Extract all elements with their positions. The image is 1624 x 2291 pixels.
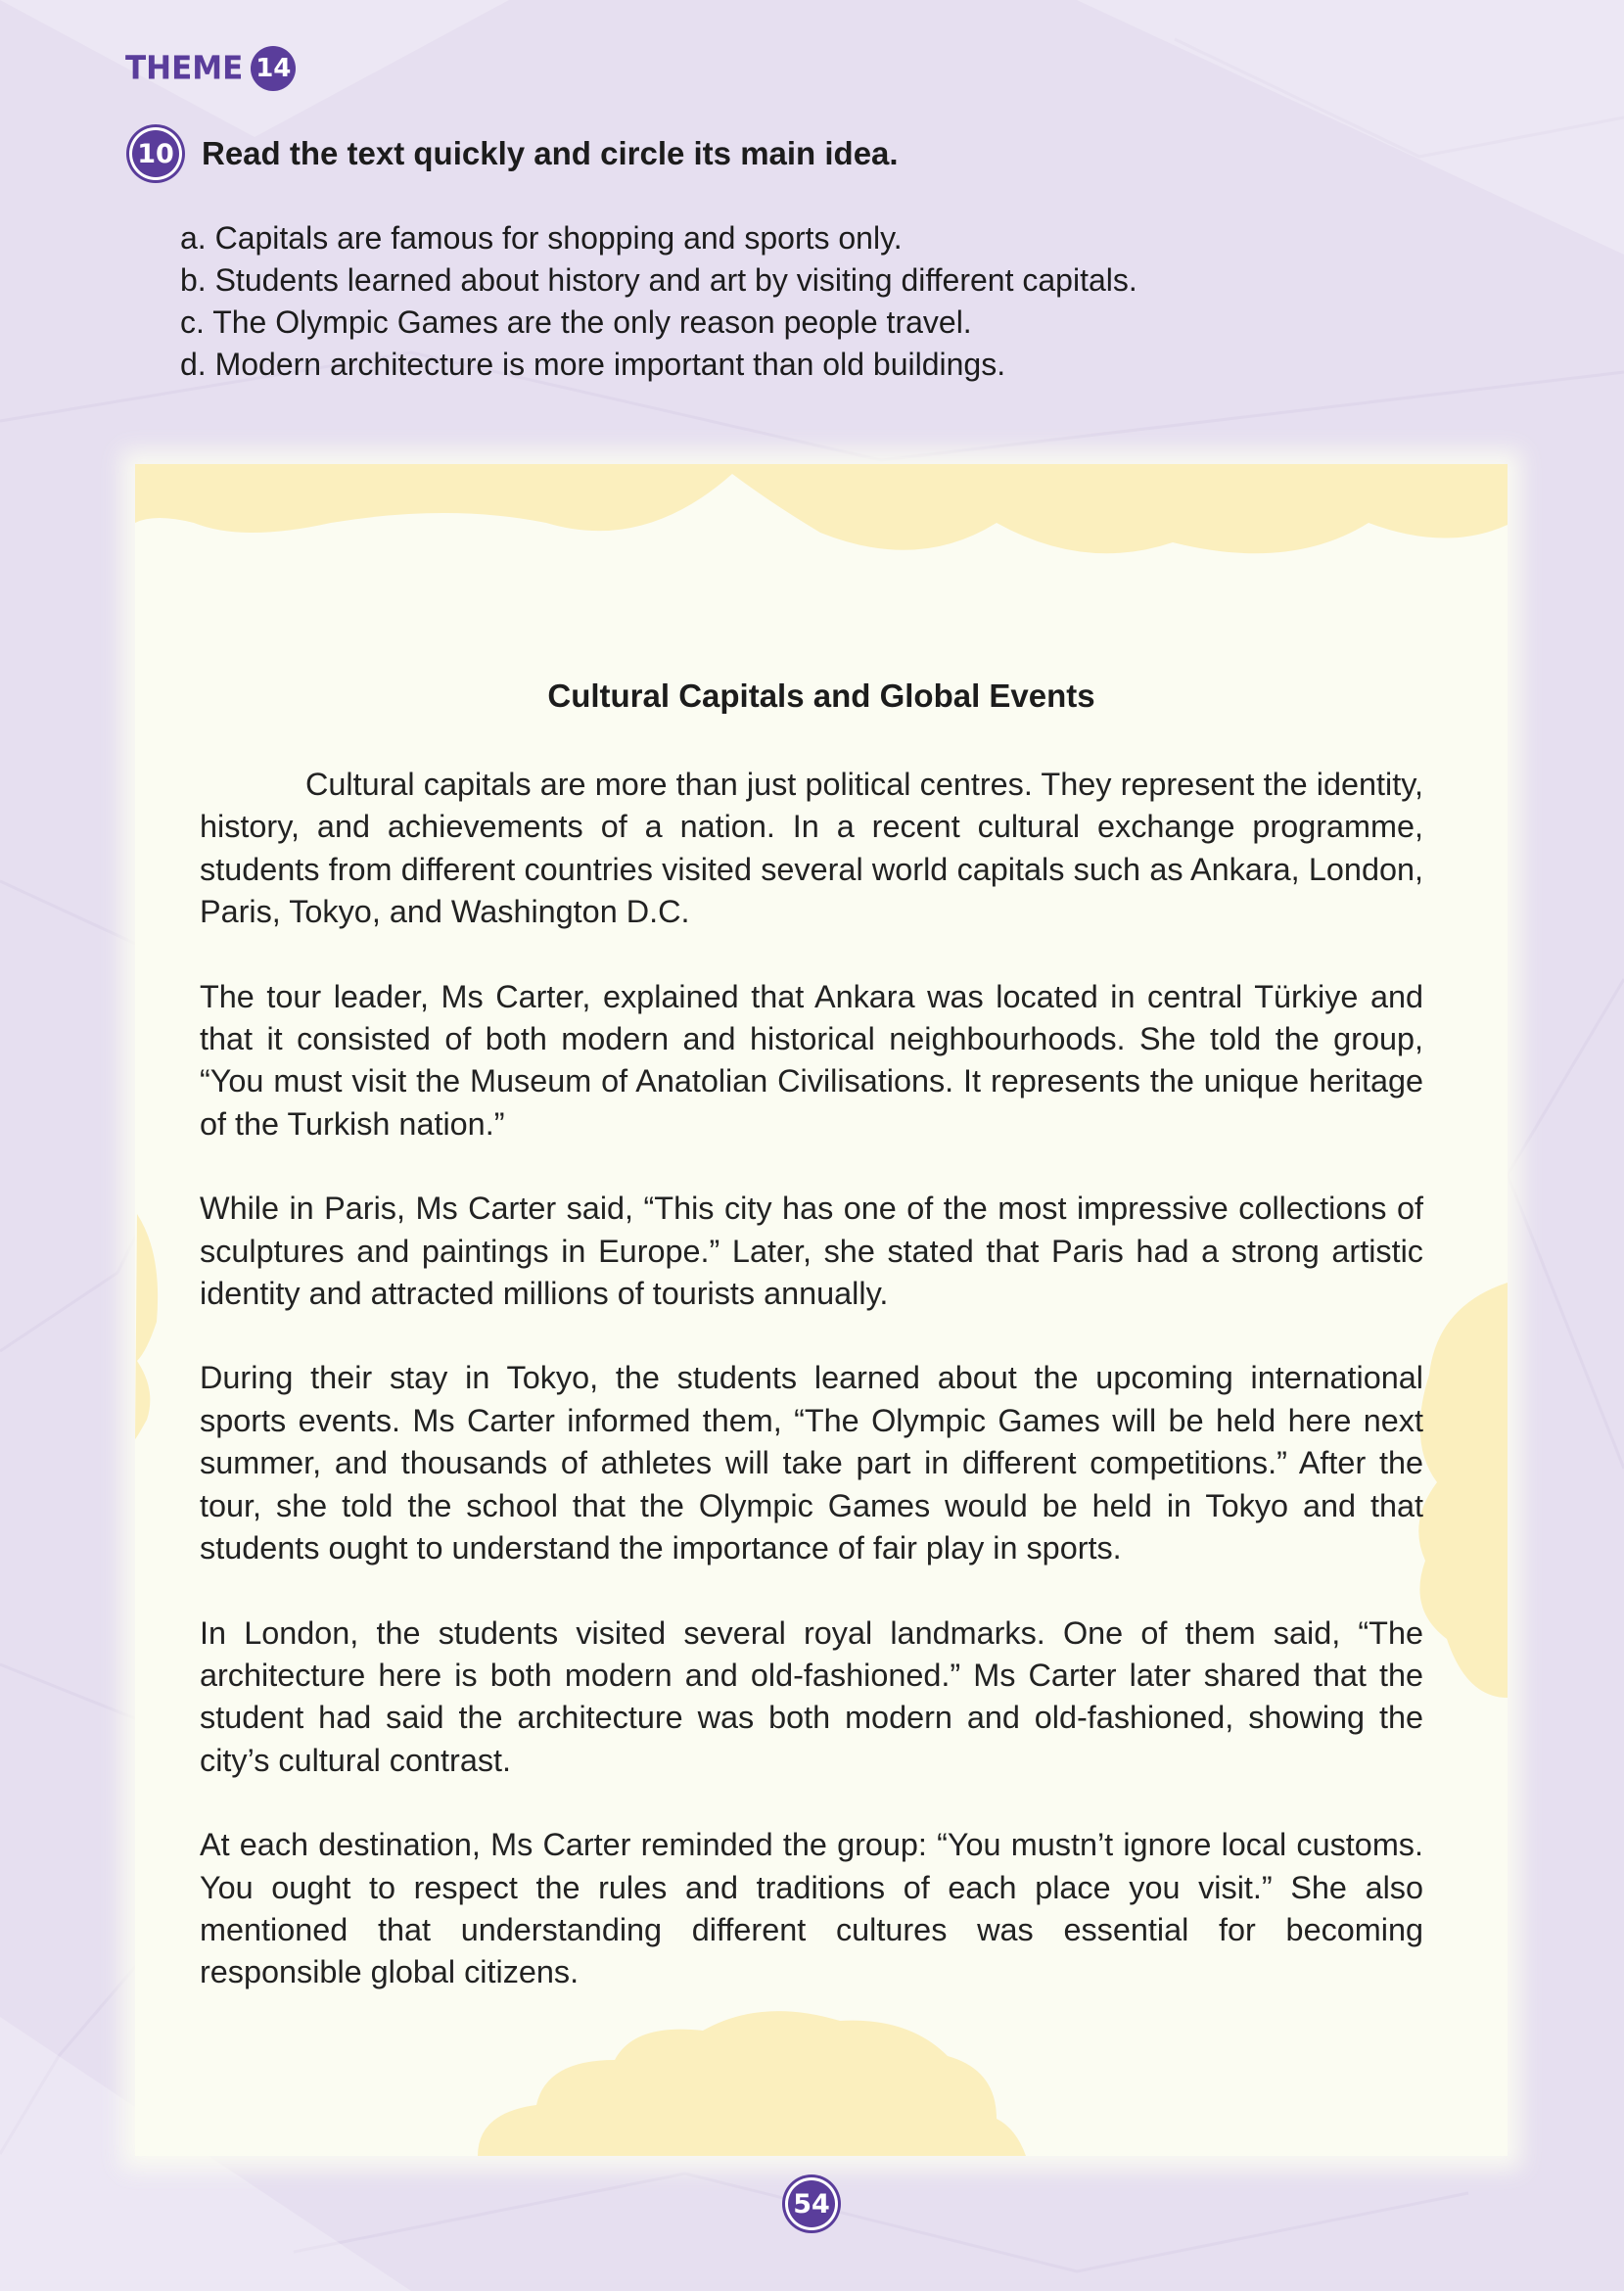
exercise-instruction: Read the text quickly and circle its main idea. bbox=[202, 135, 899, 171]
exercise-number-badge: 10 bbox=[129, 127, 182, 180]
answer-option-c[interactable]: c. The Olympic Games are the only reason people travel. bbox=[180, 304, 972, 340]
article-paragraph: At each destination, Ms Carter reminded the group: “You mustn’t ignore local customs. You ought to respect the rules and traditions of each place you visit.” She also mentioned that understanding different cultures was essential for becoming responsible global citizens. bbox=[200, 1827, 1423, 1990]
article-title: Cultural Capitals and Global Events bbox=[547, 678, 1095, 714]
theme-label: THEME bbox=[125, 50, 244, 87]
theme-header bbox=[125, 45, 296, 92]
answer-options bbox=[180, 217, 1137, 386]
article-paragraph: In London, the students visited several royal landmarks. One of them said, “The architecture here is both modern and old-fashioned.” Ms Carter later shared that the student had said the architecture was both modern and old-fashioned, showing the city’s cultural contrast. bbox=[200, 1614, 1423, 1778]
reading-card bbox=[135, 464, 1508, 2156]
article-paragraph: The tour leader, Ms Carter, explained that Ankara was located in central Türkiye and that it consisted of both modern and historical neighbourhoods. She told the group, “You must visit the Museum of Anatolian Civilisations. It represents the unique heritage of the Turkish nation.” bbox=[200, 978, 1423, 1142]
exercise-header bbox=[129, 127, 899, 180]
answer-option-d[interactable]: d. Modern architecture is more important than old buildings. bbox=[180, 347, 1006, 382]
page-number-badge: 54 bbox=[785, 2177, 838, 2230]
theme-number-badge: 14 bbox=[251, 46, 296, 91]
answer-option-b[interactable]: b. Students learned about history and art by visiting different capitals. bbox=[180, 262, 1137, 298]
answer-option-a[interactable]: a. Capitals are famous for shopping and sports only. bbox=[180, 220, 903, 256]
left-cloud-edge bbox=[117, 1214, 162, 1439]
article-body bbox=[200, 764, 1423, 2036]
article-paragraph: Cultural capitals are more than just political centres. They represent the identity, history, and achievements of a nation. In a recent cultural exchange programme, students from different countries visited several world capitals such as Ankara, London, Paris, Tokyo, and Washington D.C. bbox=[200, 767, 1423, 930]
article-paragraph: During their stay in Tokyo, the students learned about the upcoming international sports events. Ms Carter informed them, “The Olympic Games will be held here next summer, and thousands of athletes will take part in different competitions.” After the tour, she told the school that the Olympic Games would be held in Tokyo and that students ought to understand the importance of fair play in sports. bbox=[200, 1360, 1423, 1566]
article-paragraph: While in Paris, Ms Carter said, “This city has one of the most impressive collections of sculptures and paintings in Europe.” Later, she stated that Paris had a strong artistic identity and attracted millions of tourists annually. bbox=[200, 1191, 1423, 1312]
